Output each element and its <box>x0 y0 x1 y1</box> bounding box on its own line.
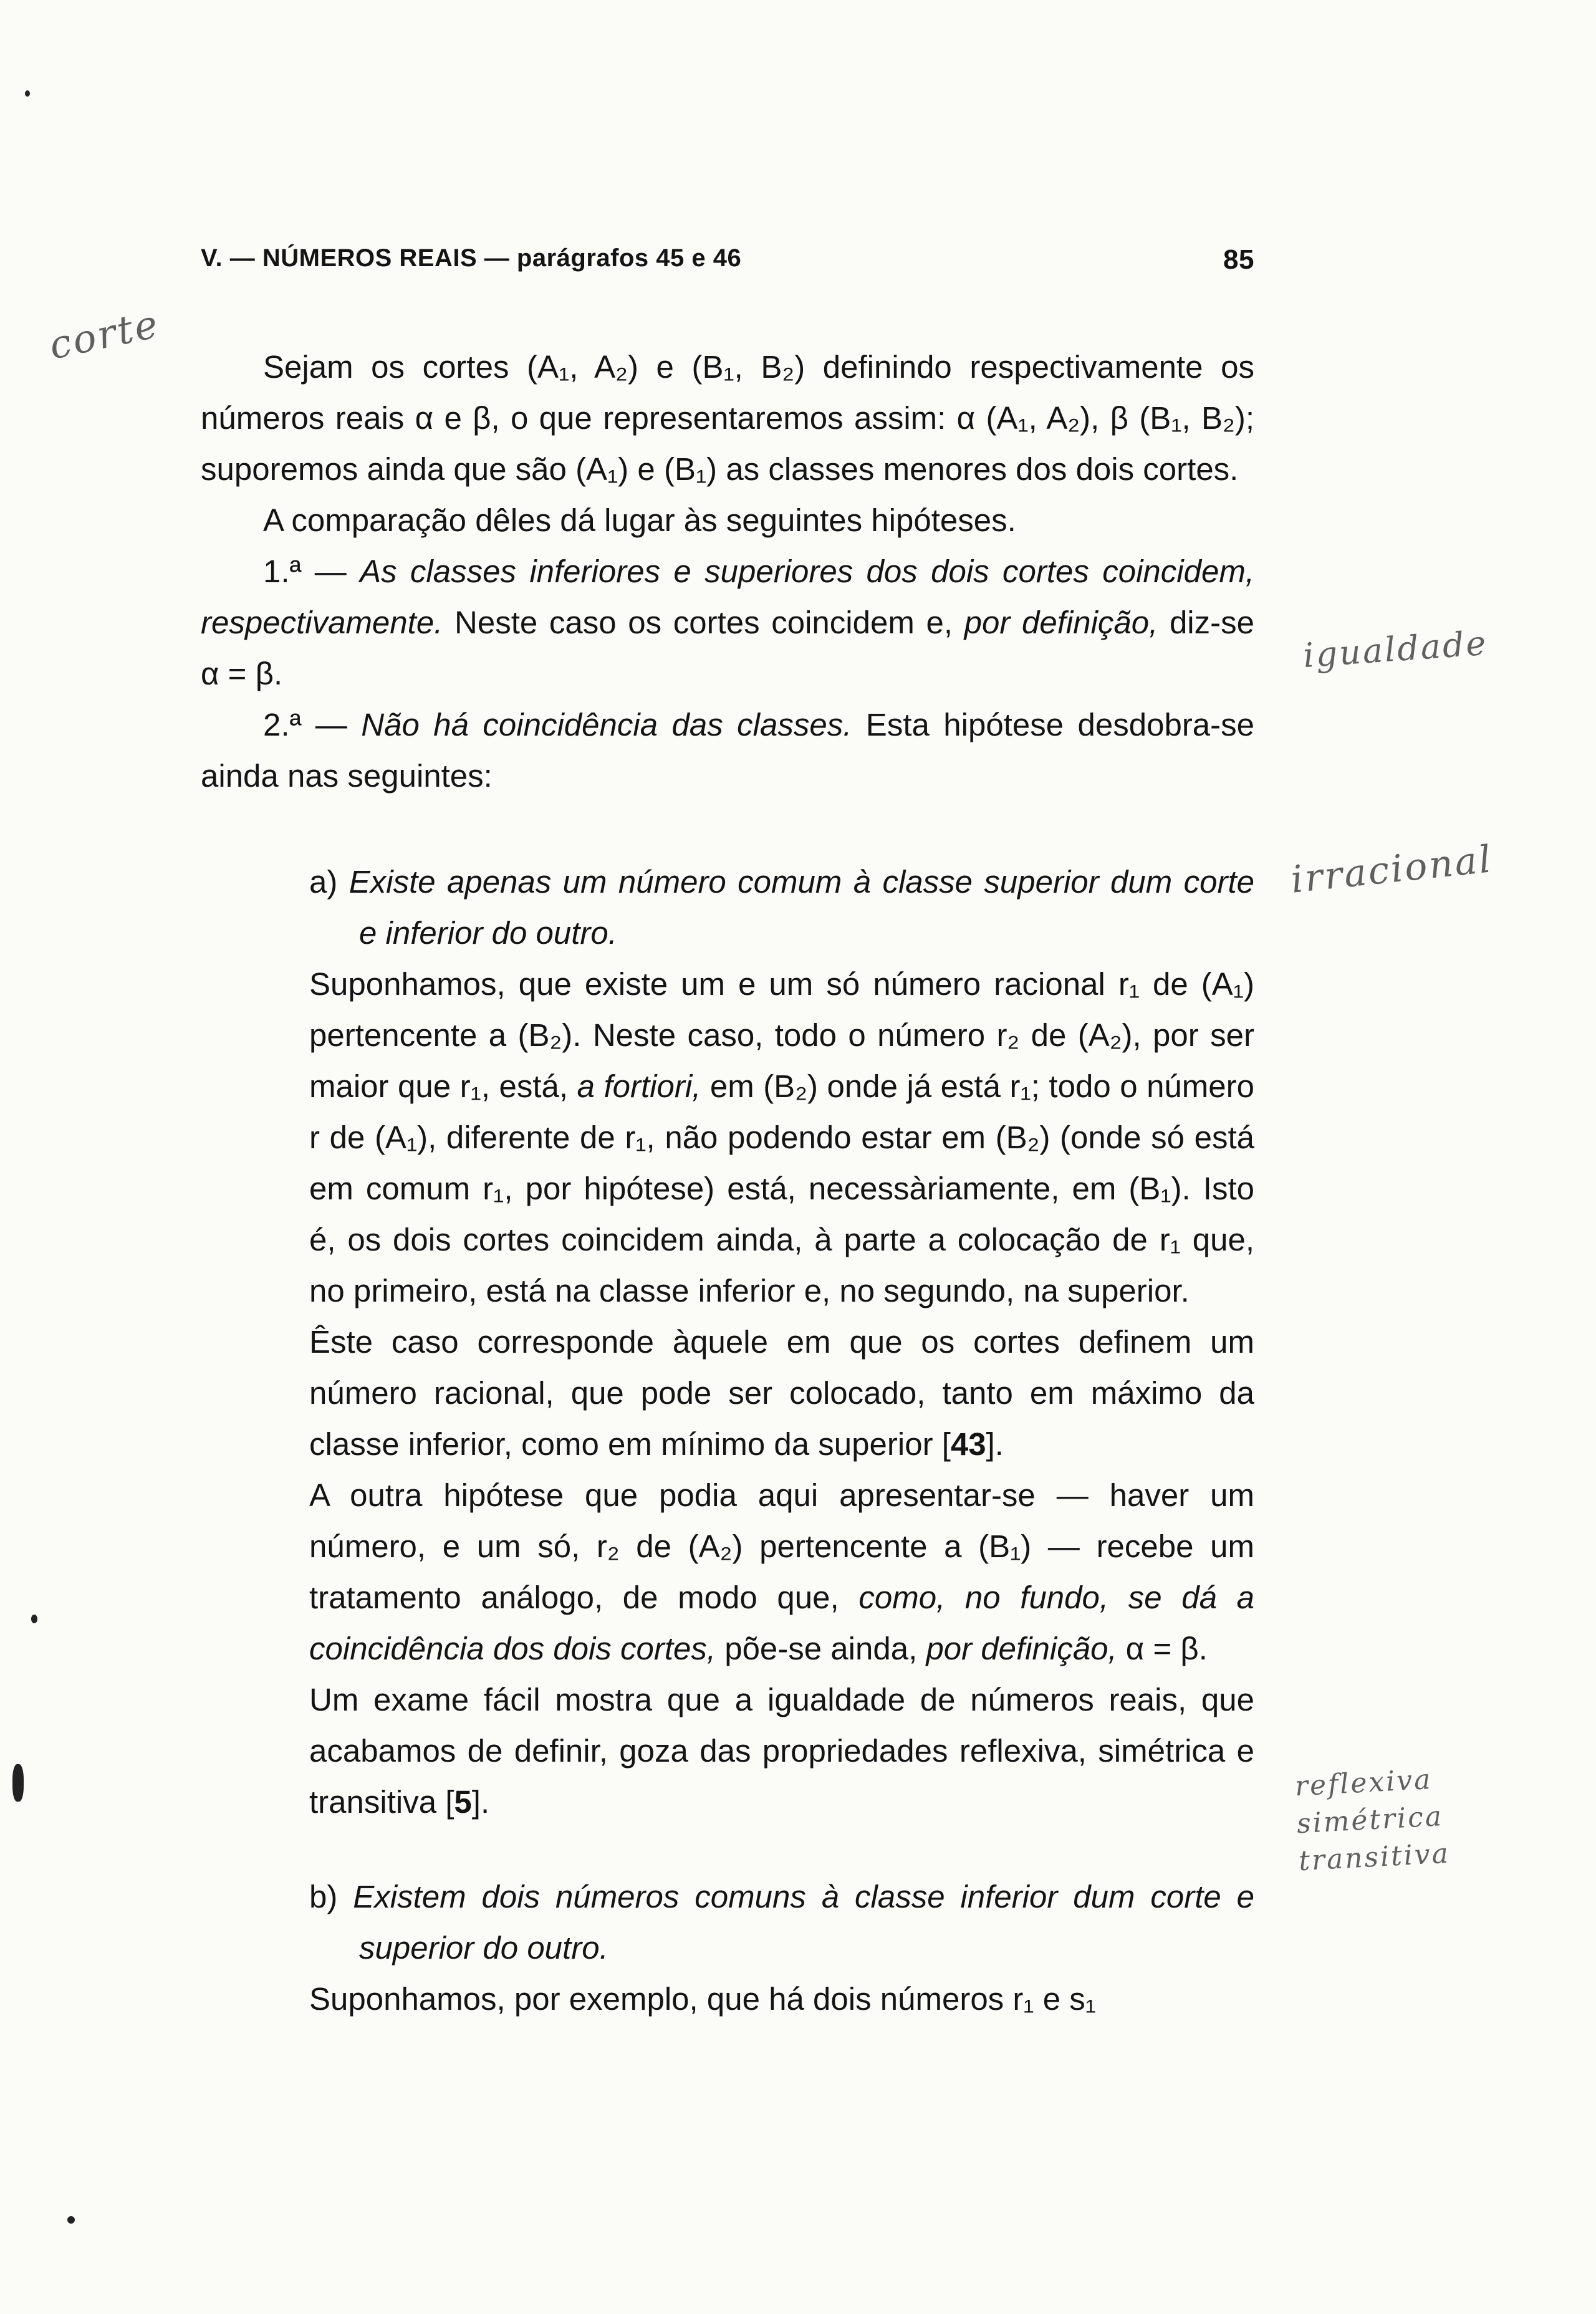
case-a-p3-end: α = β. <box>1117 1631 1208 1666</box>
margin-note-reflexiva: reflexiva <box>1294 1763 1433 1803</box>
case-b-label: b) <box>309 1879 353 1914</box>
margin-note-corte: corte <box>45 300 163 368</box>
case-b-heading <box>309 1871 1254 1974</box>
case-a-p3-italic: como, no fundo, se dá a coincidência dos dois cortes, <box>309 1580 1254 1666</box>
case-a-p2-text: Êste caso corresponde àquele em que os cortes definem um número racional, que pode ser colocado, tanto em máximo da classe inferior, como em mínimo da superior [ <box>309 1324 1254 1462</box>
hypothesis-1-statement: As classes inferiores e superiores dos dois cortes coincidem, respectivamente. <box>201 554 1254 640</box>
case-b-block <box>309 1871 1254 2025</box>
ink-speck <box>67 2216 75 2224</box>
hypothesis-1-italic: por definição, <box>964 605 1158 640</box>
margin-note-properties <box>1294 1760 1451 1880</box>
case-a-p3-italic-2: por definição, <box>926 1631 1117 1666</box>
margin-note-transitiva: transitiva <box>1297 1837 1451 1878</box>
case-a-p2-ref: 43 <box>950 1426 986 1462</box>
paragraph-comparison: A comparação dêles dá lugar às seguintes hipóteses. <box>263 502 1016 538</box>
ink-speck <box>31 1615 37 1623</box>
case-a-label: a) <box>309 864 349 900</box>
case-a-p4-text: Um exame fácil mostra que a igualdade de números reais, que acabamos de definir, goza das propriedades reflexiva, simétrica e transitiva [ <box>309 1682 1254 1820</box>
hypothesis-1 <box>201 546 1254 699</box>
ink-speck <box>12 1764 24 1802</box>
hypothesis-1-conclusion: diz-se α = β. <box>201 605 1254 691</box>
case-a-paragraph-2 <box>309 1317 1254 1470</box>
hypothesis-2-number: 2.ª — <box>263 707 362 742</box>
case-a-p1-rest: em (B₂) onde já está r₁; todo o número r de (A₁), diferente de r₁, não podendo estar em (B₂) (onde só está em comum r₁, por hipótese) está, necessàriamente, em (B₁). Isto é, os dois cortes coincidem ainda, à parte a colocação de r₁ que, no primeiro, está na classe inferior e, no segundo, na superior. <box>309 1068 1254 1308</box>
margin-note-simetrica: simétrica <box>1296 1800 1445 1840</box>
case-a-p4-end: ]. <box>471 1784 490 1820</box>
case-b-paragraph-1: Suponhamos, por exemplo, que há dois números r₁ e s₁ <box>309 1981 1096 2017</box>
page-number: 85 <box>1223 244 1254 275</box>
margin-note-irracional: irracional <box>1289 837 1495 902</box>
margin-note-igualdade: igualdade <box>1302 623 1489 676</box>
paragraph-definition: Sejam os cortes (A₁, A₂) e (B₁, B₂) definindo respectivamente os números reais α e β, o que representaremos assim: α (A₁, A₂), β (B₁, B₂); suporemos ainda que são (A₁) e (B₁) as classes menores dos dois cortes. <box>201 349 1254 487</box>
case-a-p3-text: A outra hipótese que podia aqui apresentar-se — haver um número, e um só, r₂ de (A₂) pertencente a (B₁) — recebe um tratamento análogo, de modo que, <box>309 1477 1254 1615</box>
hypothesis-2-text: Esta hipótese desdobra-se ainda nas seguintes: <box>201 707 1255 794</box>
running-header <box>201 244 1254 275</box>
case-a-heading <box>309 857 1254 959</box>
case-b-title: Existem dois números comuns à classe inferior dum corte e superior do outro. <box>353 1879 1254 1966</box>
hypothesis-1-text: Neste caso os cortes coincidem e, <box>443 605 964 640</box>
ink-speck <box>25 90 30 97</box>
hypothesis-1-number: 1.ª — <box>263 554 360 589</box>
hypothesis-2 <box>201 699 1254 802</box>
case-a-title: Existe apenas um número comum à classe superior dum corte e inferior do outro. <box>349 864 1254 951</box>
case-a-paragraph-1 <box>309 959 1254 1317</box>
intro-block <box>201 342 1254 802</box>
chapter-title: V. — NÚMEROS REAIS — parágrafos 45 e 46 <box>201 244 742 272</box>
case-a-paragraph-3 <box>309 1470 1254 1674</box>
case-a-p1-text: Suponhamos, que existe um e um só número racional r₁ de (A₁) pertencente a (B₂). Neste caso, todo o número r₂ de (A₂), por ser maior que r₁, está, <box>309 966 1254 1104</box>
case-a-p4-ref: 5 <box>454 1784 472 1820</box>
hypothesis-2-statement: Não há coincidência das classes. <box>361 707 852 742</box>
case-a-block <box>309 857 1254 1828</box>
case-a-p2-end: ]. <box>986 1426 1004 1462</box>
case-a-p3-mid: põe-se ainda, <box>716 1631 926 1666</box>
case-a-paragraph-4 <box>309 1674 1254 1828</box>
case-a-p1-italic: a fortiori, <box>577 1068 701 1104</box>
